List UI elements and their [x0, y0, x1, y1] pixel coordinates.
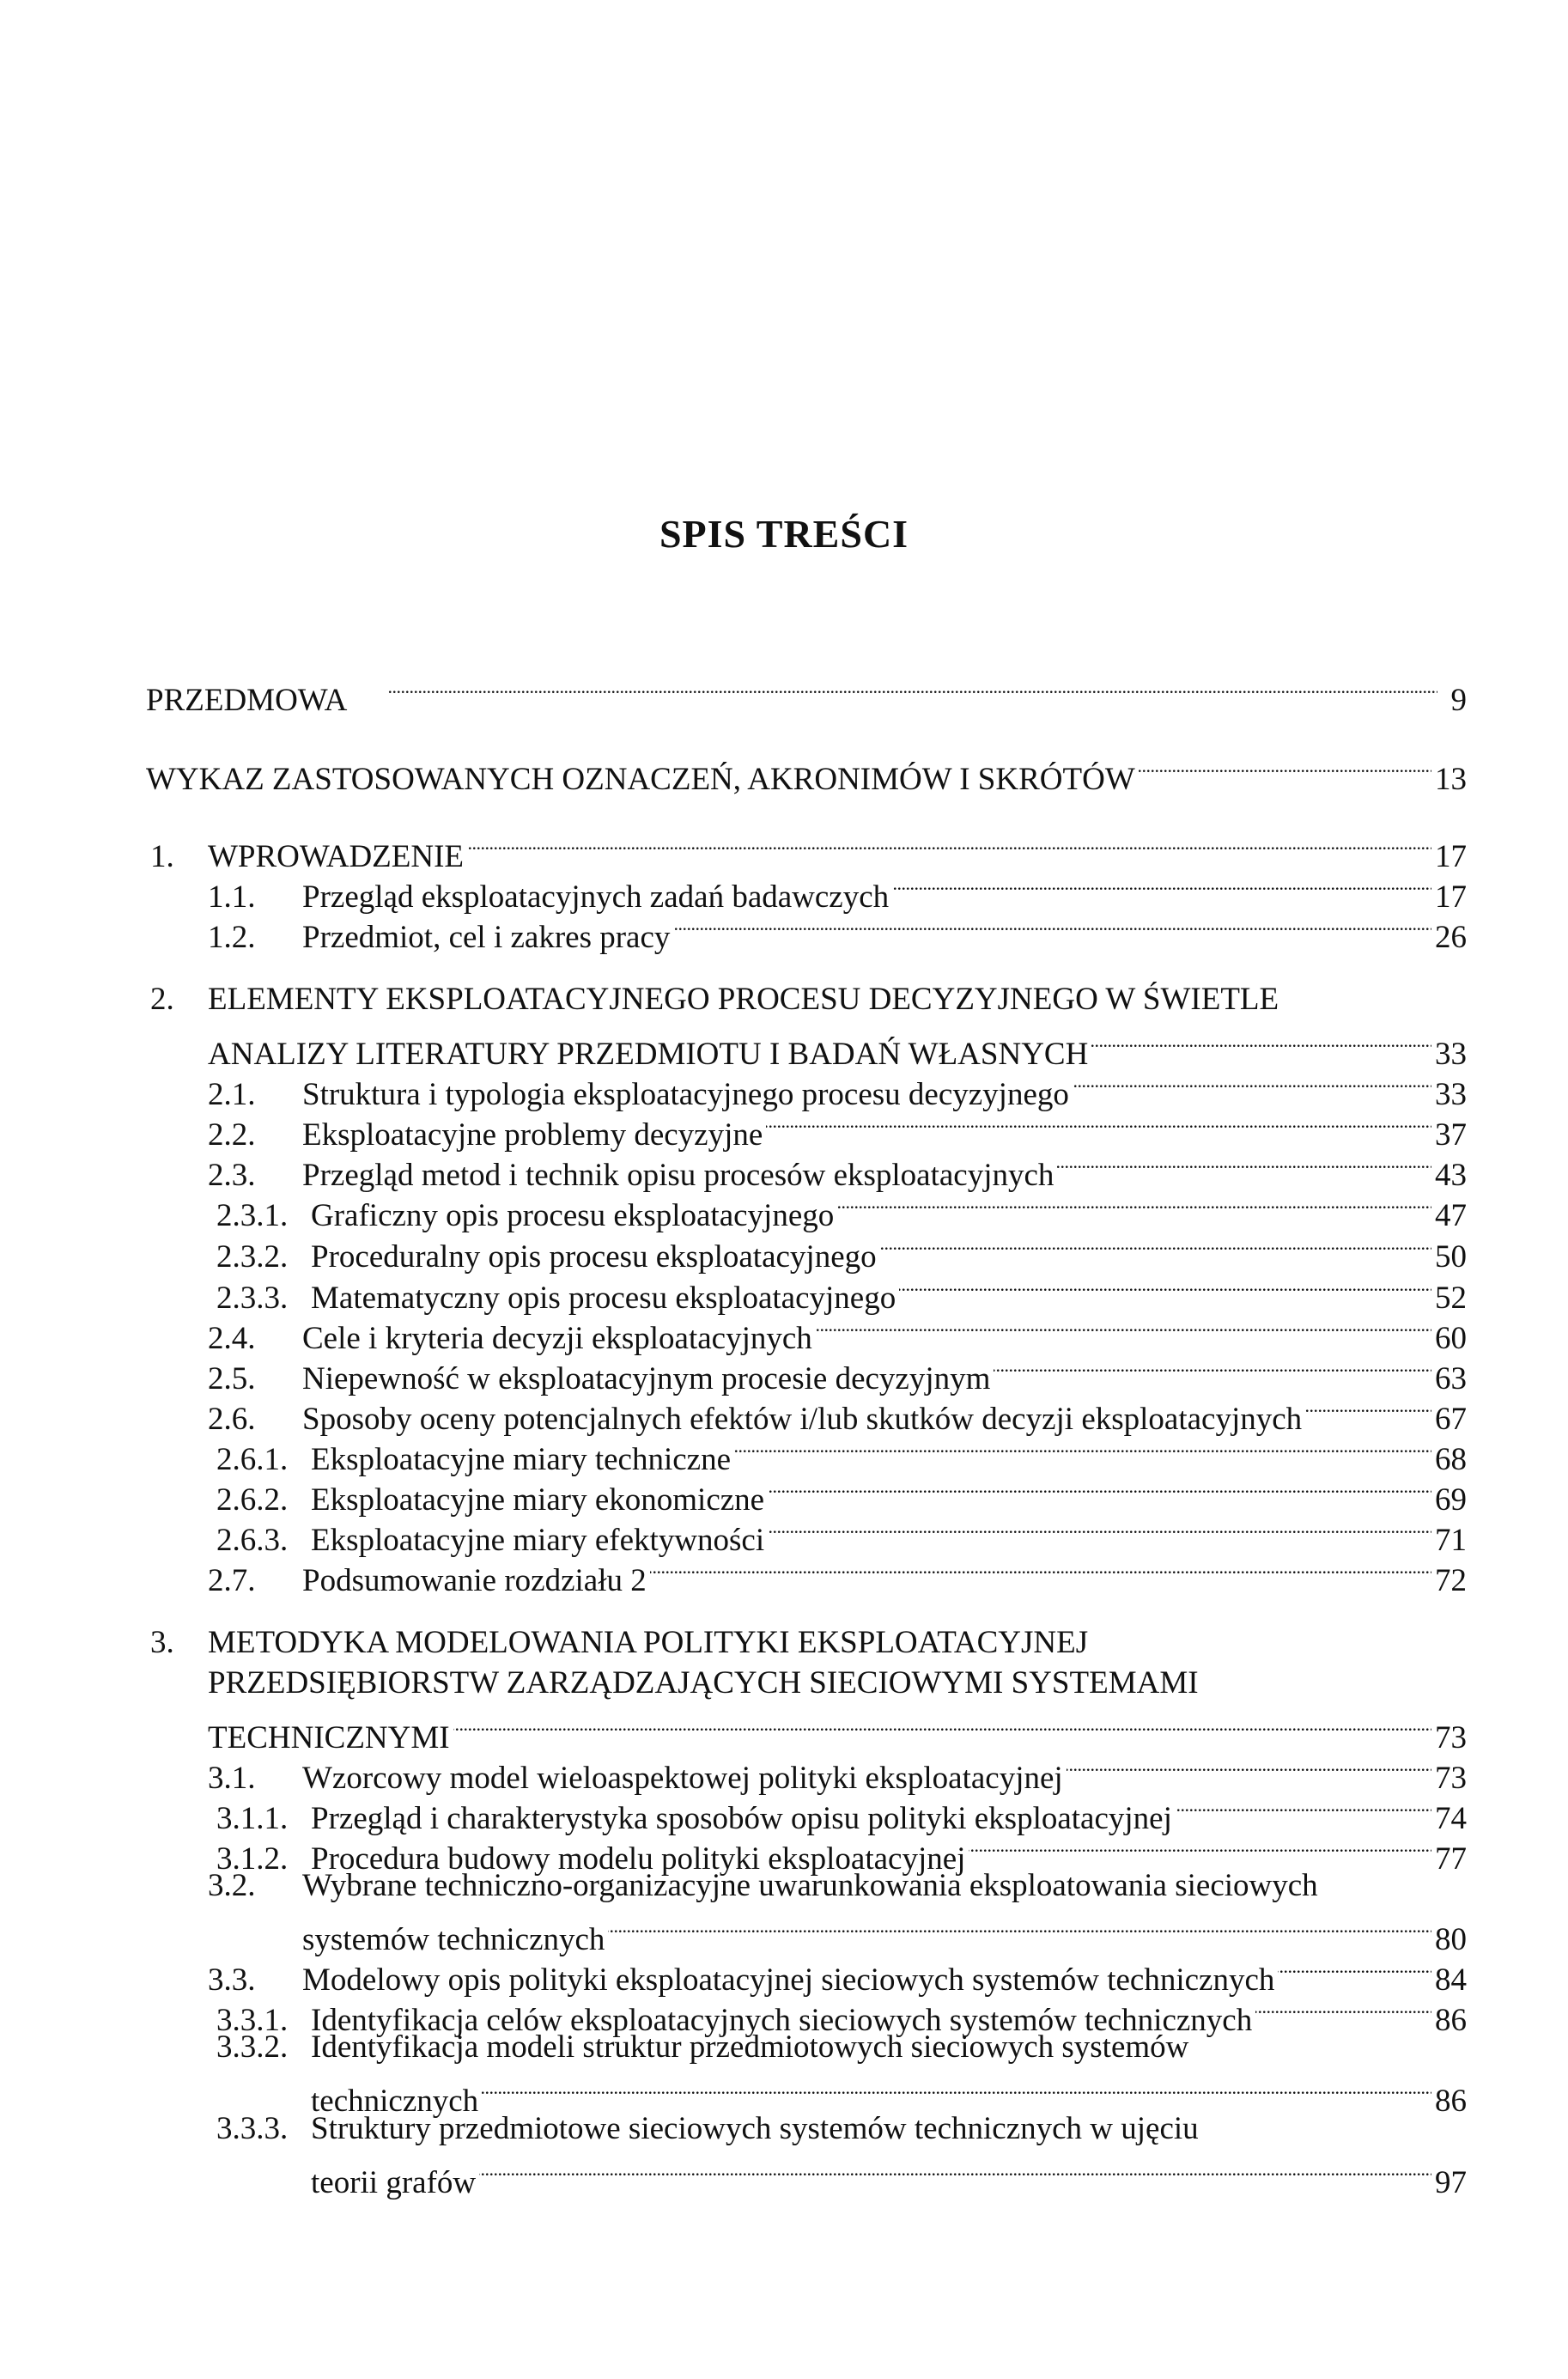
toc-entry-page: 47 [1435, 1198, 1467, 1233]
dot-leader [880, 1220, 1431, 1267]
dot-leader [1139, 743, 1431, 789]
toc-entry-title: Sposoby oceny potencjalnych efektów i/lub skutków decyzji eksploatacyjnych [302, 1402, 1303, 1437]
dot-leader [453, 1701, 1431, 1748]
toc-entry-number: 2.3.2. [216, 1239, 289, 1275]
toc-entry-number: 3.3. [208, 1962, 256, 1998]
toc-entry-page: 69 [1435, 1482, 1467, 1518]
toc-entry-number: 1.1. [208, 879, 256, 915]
toc-entry-title: Niepewność w eksploatacyjnym procesie decyzyjnym [302, 1361, 991, 1396]
toc-entry-title: Identyfikacja celów eksploatacyjnych sieciowych systemów technicznych [311, 2003, 1253, 2038]
toc-entry-number: 3.2. [208, 1868, 256, 1903]
toc-entry-number: 3. [150, 1625, 174, 1660]
dot-leader [768, 1504, 1431, 1550]
toc-entry-number: 3.3.2. [216, 2029, 289, 2065]
toc-entry-title: Graficzny opis procesu eksploatacyjnego [311, 1198, 835, 1233]
dot-leader [482, 2065, 1431, 2111]
dot-leader [1278, 1944, 1431, 1990]
toc-entry-title: Przegląd eksploatacyjnych zadań badawczych [302, 879, 890, 915]
toc-entry-page: 72 [1435, 1563, 1467, 1598]
toc-entry-number: 2. [150, 982, 174, 1017]
toc-entry-title: Struktura i typologia eksploatacyjnego procesu decyzyjnego [302, 1077, 1069, 1112]
toc-entry [208, 861, 1467, 915]
dot-leader [892, 861, 1431, 907]
toc-entry [216, 1822, 1467, 1877]
dot-leader [969, 1822, 1431, 1869]
toc-entry-title: WPROWADZENIE [208, 839, 465, 874]
toc-entry-number: 2.5. [208, 1361, 256, 1396]
toc-entry-number: 3.1.1. [216, 1801, 289, 1836]
dot-leader [766, 1098, 1431, 1145]
toc-entry-title: Cele i kryteria decyzji eksploatacyjnych [302, 1321, 812, 1356]
toc-entry-title: WYKAZ ZASTOSOWANYCH OZNACZEŃ, AKRONIMÓW I SKRÓTÓW [146, 762, 1135, 797]
toc-entry [216, 2065, 1467, 2119]
toc-entry-title: Proceduralny opis procesu eksploatacyjnego [311, 1239, 877, 1275]
page-title: SPIS TREŚCI [659, 512, 909, 556]
toc-entry-title: Wybrane techniczno-organizacyjne uwarunkowania eksploatowania sieciowych [302, 1868, 1318, 1903]
toc-entry [208, 1098, 1467, 1153]
toc-entry-title: Przedmiot, cel i zakres pracy [302, 920, 671, 955]
toc-entry-page: 17 [1435, 839, 1467, 874]
toc-entry [208, 901, 1467, 955]
toc-entry-title: Eksploatacyjne miary techniczne [311, 1442, 732, 1477]
toc-entry [216, 2146, 1467, 2200]
toc-entry-page: 71 [1435, 1523, 1467, 1558]
toc-entry [150, 1660, 1467, 1707]
toc-entry-page: 97 [1435, 2165, 1467, 2200]
toc-entry-title: technicznych [311, 2084, 479, 2119]
toc-entry [216, 2106, 1467, 2152]
toc-entry-title: Matematyczny opis procesu eksploatacyjnego [311, 1281, 896, 1316]
toc-entry-title: METODYKA MODELOWANIA POLITYKI EKSPLOATACYJNEJ [208, 1625, 1089, 1660]
dot-leader [650, 1544, 1431, 1591]
toc-entry-title: Podsumowanie rozdziału 2 [302, 1563, 647, 1598]
toc-entry-page: 43 [1435, 1158, 1467, 1193]
toc-entry-page: 52 [1435, 1281, 1467, 1316]
toc-entry-page: 73 [1435, 1720, 1467, 1755]
toc-entry-page: 33 [1435, 1037, 1467, 1072]
dot-leader [467, 820, 1431, 867]
dot-leader [768, 1463, 1431, 1510]
toc-entry [216, 1463, 1467, 1518]
toc-entry [146, 743, 1467, 797]
toc-entry [216, 1179, 1467, 1233]
toc-entry-page: 33 [1435, 1077, 1467, 1112]
toc-entry-number: 2.3.1. [216, 1198, 289, 1233]
toc-entry-page: 73 [1435, 1761, 1467, 1796]
toc-entry [150, 1620, 1467, 1666]
toc-entry-title: Struktury przedmiotowe sieciowych systemów technicznych w ujęciu [311, 2111, 1199, 2146]
toc-entry-title: Procedura budowy modelu polityki eksploatacyjnej [311, 1841, 966, 1877]
toc-entry [208, 1944, 1467, 1998]
toc-entry [208, 1903, 1467, 1957]
dot-leader [479, 2146, 1431, 2193]
toc-entry [208, 1544, 1467, 1598]
toc-entry-number: 2.6. [208, 1402, 256, 1437]
toc-entry-number: 2.6.1. [216, 1442, 289, 1477]
toc-entry-title: systemów technicznych [302, 1922, 605, 1957]
dot-leader [1057, 1139, 1431, 1185]
toc-entry [208, 1139, 1467, 1193]
toc-entry-title: Przegląd i charakterystyka sposobów opisu polityki eksploatacyjnej [311, 1801, 1172, 1836]
toc-entry-page: 77 [1435, 1841, 1467, 1877]
toc-entry-title: ELEMENTY EKSPLOATACYJNEGO PROCESU DECYZYJNEGO W ŚWIETLE [208, 982, 1279, 1017]
toc-entry-number: 1.2. [208, 920, 256, 955]
toc-entry [150, 820, 1467, 874]
toc-entry-number: 1. [150, 839, 174, 874]
toc-entry-number: 2.7. [208, 1563, 256, 1598]
toc-entry-page: 13 [1435, 762, 1467, 797]
toc-entry-number: 2.6.3. [216, 1523, 289, 1558]
dot-leader [1091, 1018, 1431, 1064]
toc-entry-page: 68 [1435, 1442, 1467, 1477]
toc-entry-number: 2.3. [208, 1158, 256, 1193]
toc-entry-page: 26 [1435, 920, 1467, 955]
dot-leader [608, 1903, 1431, 1950]
dot-leader [350, 664, 1437, 710]
toc-entry-page: 60 [1435, 1321, 1467, 1356]
toc-entry [208, 1302, 1467, 1356]
toc-entry-title: Eksploatacyjne miary efektywności [311, 1523, 765, 1558]
toc-entry-page: 67 [1435, 1402, 1467, 1437]
toc-entry-number: 3.1.2. [216, 1841, 289, 1877]
toc-entry [216, 1984, 1467, 2038]
dot-leader [1073, 1058, 1431, 1104]
toc-entry-page: 74 [1435, 1801, 1467, 1836]
dot-leader [994, 1342, 1431, 1389]
toc-entry-page: 84 [1435, 1962, 1467, 1998]
toc-entry-page: 9 [1450, 683, 1467, 718]
dot-leader [837, 1179, 1431, 1226]
toc-entry-page: 50 [1435, 1239, 1467, 1275]
toc-entry-title: TECHNICZNYMI [208, 1720, 450, 1755]
toc-entry-title: ANALIZY LITERATURY PRZEDMIOTU I BADAŃ WŁASNYCH [208, 1037, 1089, 1072]
toc-entry [150, 1018, 1467, 1072]
toc-entry [150, 977, 1467, 1023]
toc-entry [208, 1058, 1467, 1112]
toc-entry [208, 1383, 1467, 1437]
dot-leader [1305, 1383, 1431, 1429]
toc-entry-title: Modelowy opis polityki eksploatacyjnej sieciowych systemów technicznych [302, 1962, 1275, 1998]
toc-entry-page: 37 [1435, 1117, 1467, 1153]
toc-entry-page: 80 [1435, 1922, 1467, 1957]
toc-entry [146, 664, 1467, 718]
toc-entry [216, 1262, 1467, 1316]
dot-leader [1176, 1782, 1431, 1828]
toc-entry-title: Eksploatacyjne miary ekonomiczne [311, 1482, 765, 1518]
toc-entry-number: 2.2. [208, 1117, 256, 1153]
toc-entry-number: 3.1. [208, 1761, 256, 1796]
dot-leader [673, 901, 1431, 947]
dot-leader [816, 1302, 1431, 1348]
toc-entry-title: PRZEDSIĘBIORSTW ZARZĄDZAJĄCYCH SIECIOWYMI SYSTEMAMI [208, 1665, 1199, 1701]
toc-entry-title: Wzorcowy model wieloaspektowej polityki eksploatacyjnej [302, 1761, 1063, 1796]
toc-entry-title: Eksploatacyjne problemy decyzyjne [302, 1117, 763, 1153]
toc-entry-number: 3.3.1. [216, 2003, 289, 2038]
dot-leader [734, 1423, 1431, 1469]
toc-entry [216, 2024, 1467, 2071]
dot-leader [899, 1262, 1431, 1308]
dot-leader [1255, 1984, 1431, 2030]
toc-entry [216, 1782, 1467, 1836]
toc-entry [150, 1701, 1467, 1755]
toc-entry-title: teorii grafów [311, 2165, 477, 2200]
toc-entry [216, 1220, 1467, 1275]
toc-entry-number: 2.1. [208, 1077, 256, 1112]
toc-entry-number: 2.3.3. [216, 1281, 289, 1316]
toc-entry [216, 1423, 1467, 1477]
toc-entry-title: Przegląd metod i technik opisu procesów eksploatacyjnych [302, 1158, 1054, 1193]
toc-entry [208, 1342, 1467, 1396]
toc-entry-title: Identyfikacja modeli struktur przedmiotowych sieciowych systemów [311, 2029, 1189, 2065]
dot-leader [1067, 1742, 1431, 1788]
toc-entry-number: 2.4. [208, 1321, 256, 1356]
toc-entry-number: 2.6.2. [216, 1482, 289, 1518]
toc-entry-page: 86 [1435, 2003, 1467, 2038]
toc-entry [208, 1863, 1467, 1909]
toc-entry-number: 3.3.3. [216, 2111, 289, 2146]
toc-entry-title: PRZEDMOWA [146, 683, 348, 718]
toc-entry [208, 1742, 1467, 1796]
toc-entry-page: 17 [1435, 879, 1467, 915]
toc-entry-page: 86 [1435, 2084, 1467, 2119]
toc-entry-page: 63 [1435, 1361, 1467, 1396]
toc-entry [216, 1504, 1467, 1558]
